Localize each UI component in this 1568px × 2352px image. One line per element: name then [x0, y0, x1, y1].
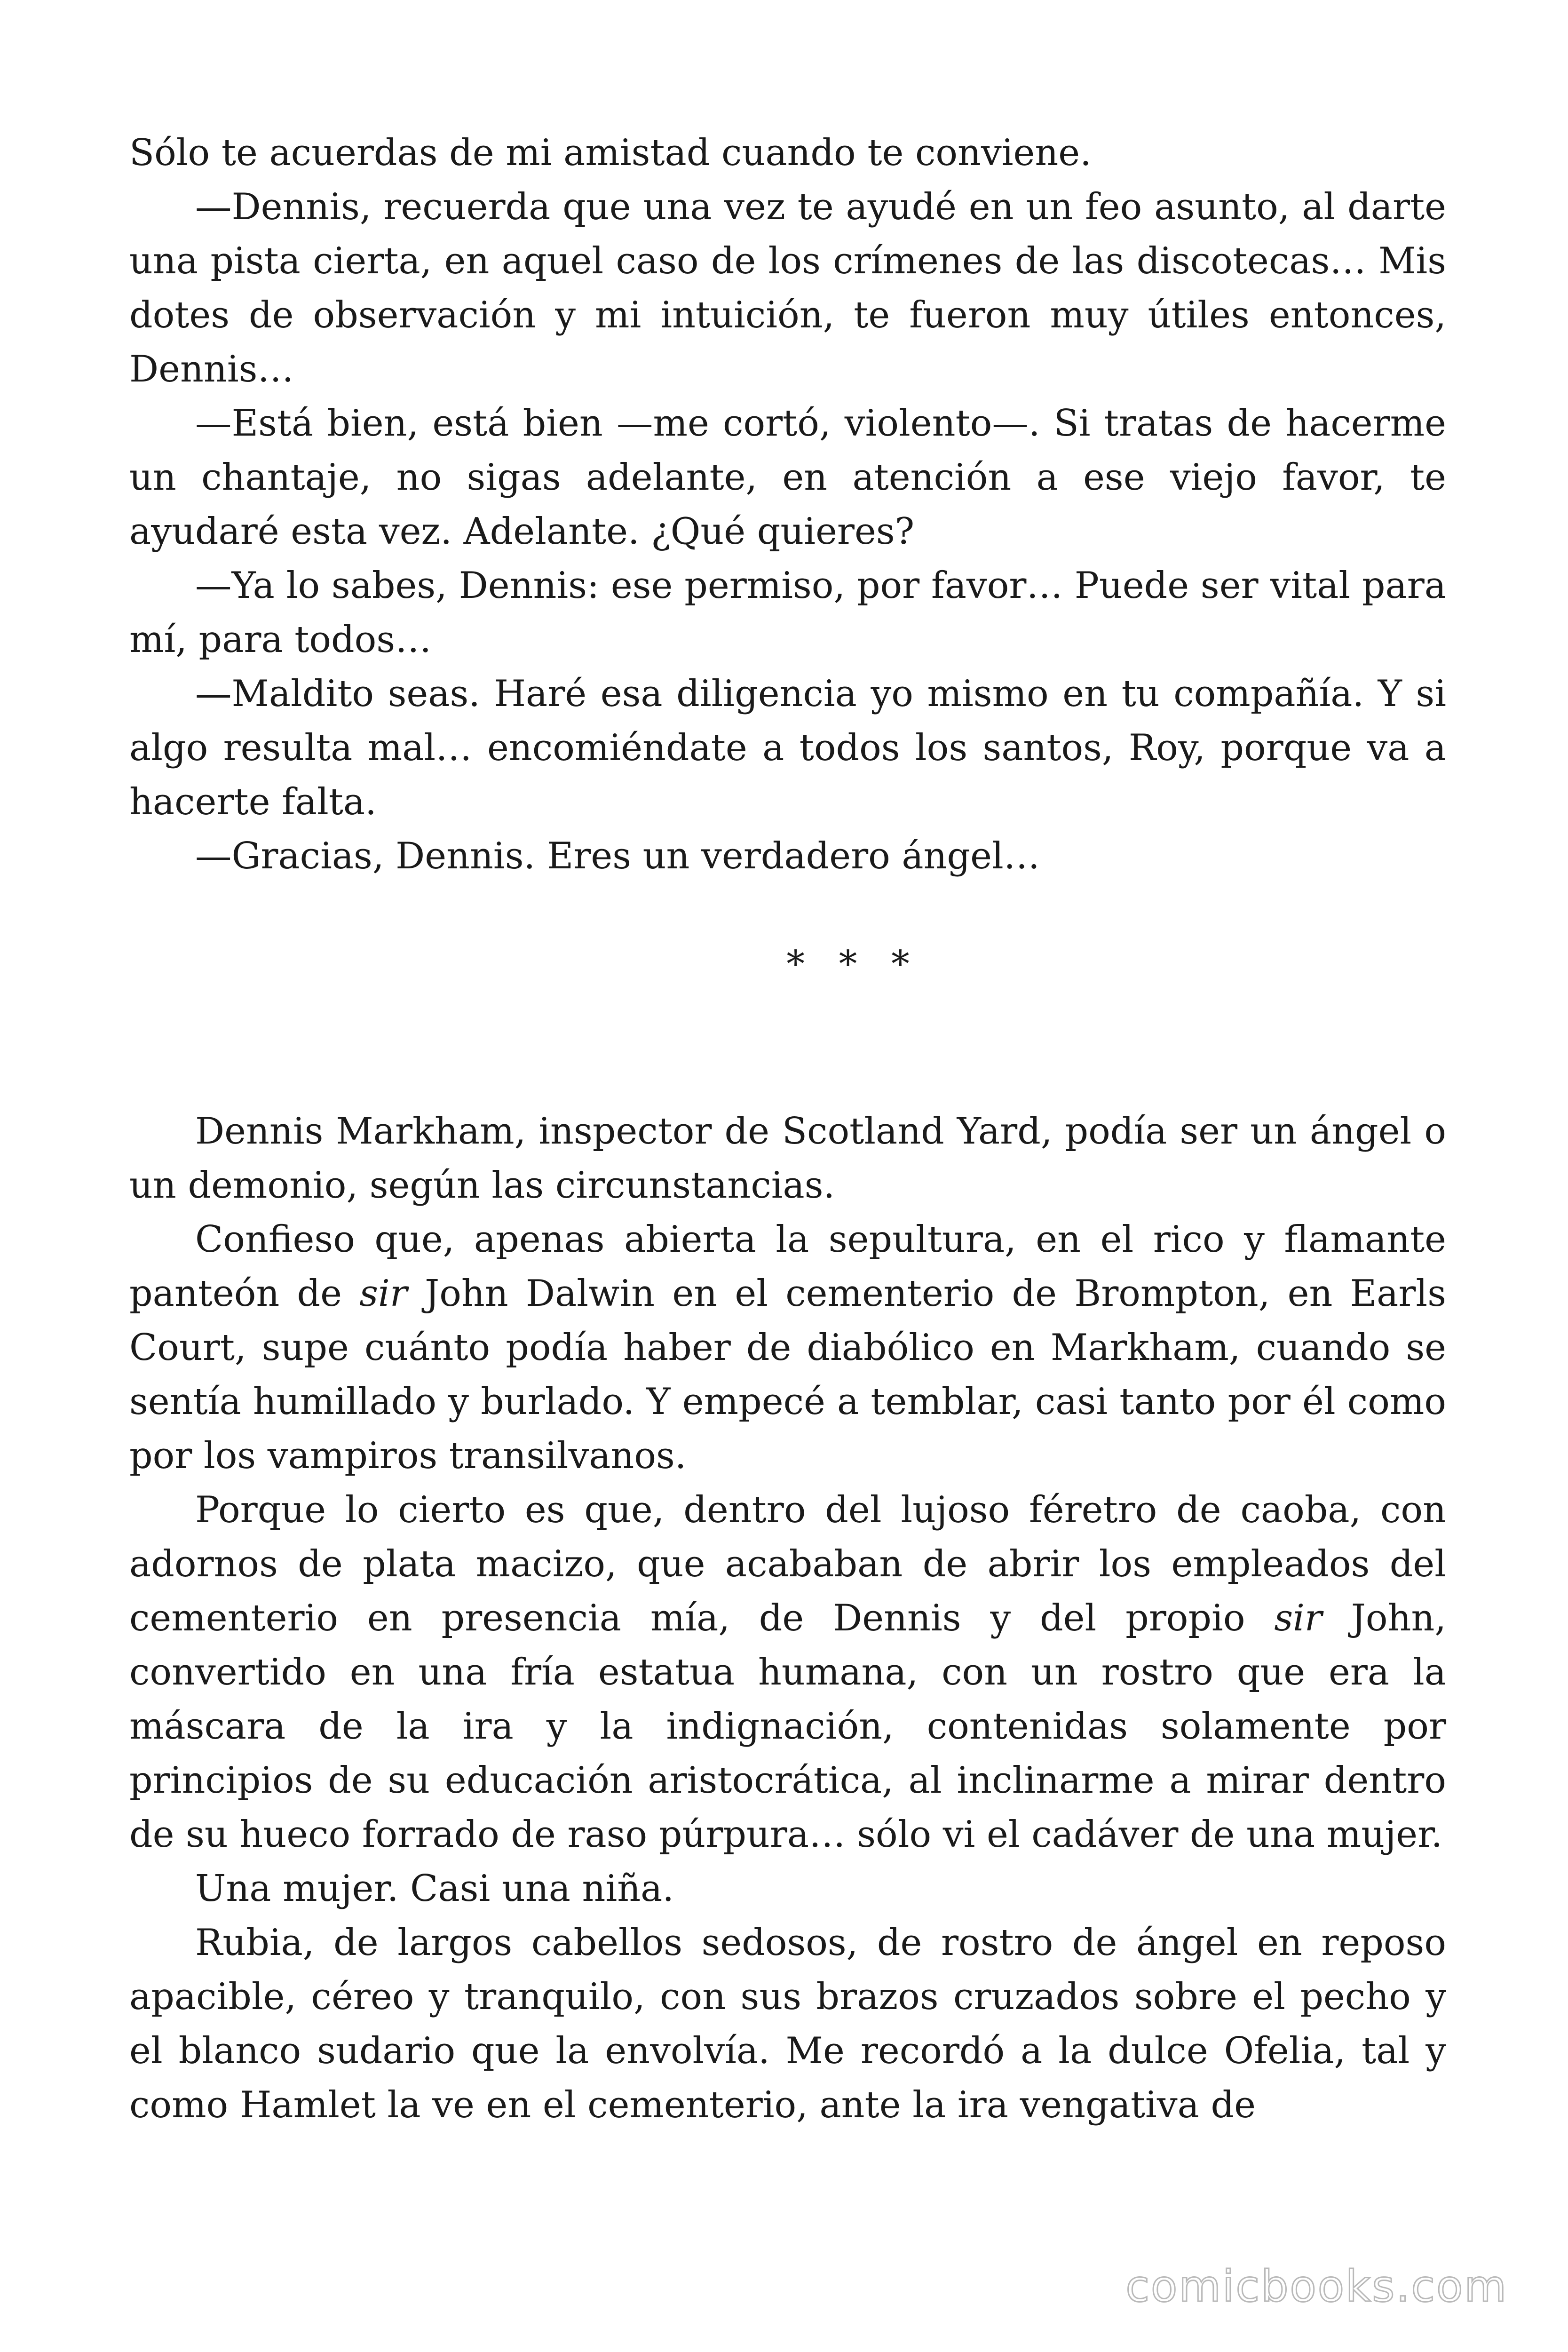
text-run: Confieso que, apenas abierta la sepultura, en el rico y flamante panteón de — [129, 1218, 1446, 1315]
paragraph — [129, 397, 1446, 559]
paragraph — [129, 180, 1446, 397]
paragraph — [129, 1862, 1446, 1916]
text-block-before — [129, 126, 1446, 883]
book-page — [129, 126, 1446, 2132]
text-run: —Está bien, está bien —me cortó, violento—. Si tratas de hacerme un chantaje, no sigas adelante, en atención a ese viejo favor, te ayudaré esta vez. Adelante. ¿Qué quieres? — [129, 402, 1446, 553]
paragraph — [129, 829, 1446, 883]
scene-break: * * * — [786, 943, 921, 985]
text-run: Dennis Markham, inspector de Scotland Yard, podía ser un ángel o un demonio, según las circunstancias. — [129, 1110, 1446, 1207]
text-run: John, convertido en una fría estatua humana, con un rostro que era la máscara de la ira y la indignación, contenidas solamente por principios de su educación aristocrática, al inclinarme a mirar dentro de su hueco forrado de raso púrpura… sólo vi el cadáver de una mujer. — [129, 1597, 1446, 1856]
text-run: Una mujer. Casi una niña. — [195, 1867, 674, 1910]
paragraph — [129, 559, 1446, 667]
text-run: Porque lo cierto es que, dentro del lujoso féretro de caoba, con adornos de plata macizo, que acababan de abrir los empleados del cementerio en presencia mía, de Dennis y del propio — [129, 1489, 1446, 1639]
watermark: comicbooks.com — [1125, 2261, 1508, 2312]
text-run: John Dalwin en el cementerio de Brompton, en Earls Court, supe cuánto podía haber de diabólico en Markham, cuando se sentía humillado y burlado. Y empecé a temblar, casi tanto por él como por los vampiros transilvanos. — [129, 1272, 1446, 1477]
italic-text: sir — [1274, 1597, 1322, 1639]
text-block-after — [129, 1104, 1446, 2132]
paragraph — [129, 126, 1446, 180]
text-run: —Gracias, Dennis. Eres un verdadero ángel… — [195, 835, 1040, 877]
paragraph — [129, 1916, 1446, 2132]
italic-text: sir — [359, 1272, 407, 1315]
text-run: Sólo te acuerdas de mi amistad cuando te conviene. — [129, 132, 1092, 174]
paragraph — [129, 1104, 1446, 1213]
paragraph — [129, 667, 1446, 829]
paragraph — [129, 1483, 1446, 1862]
text-run: —Dennis, recuerda que una vez te ayudé en un feo asunto, al darte una pista cierta, en aquel caso de los crímenes de las discotecas… Mis dotes de observación y mi intuición, te fueron muy útiles entonces, Dennis… — [129, 186, 1446, 390]
text-run: —Maldito seas. Haré esa diligencia yo mismo en tu compañía. Y si algo resulta mal… encomiéndate a todos los santos, Roy, porque va a hacerte falta. — [129, 673, 1446, 823]
text-run: —Ya lo sabes, Dennis: ese permiso, por favor… Puede ser vital para mí, para todos… — [129, 564, 1446, 661]
text-run: Rubia, de largos cabellos sedosos, de rostro de ángel en reposo apacible, céreo y tranquilo, con sus brazos cruzados sobre el pecho y el blanco sudario que la envolvía. Me recordó a la dulce Ofelia, tal y como Hamlet la ve en el cementerio, ante la ira vengativa de — [129, 1922, 1446, 2126]
paragraph — [129, 1213, 1446, 1483]
